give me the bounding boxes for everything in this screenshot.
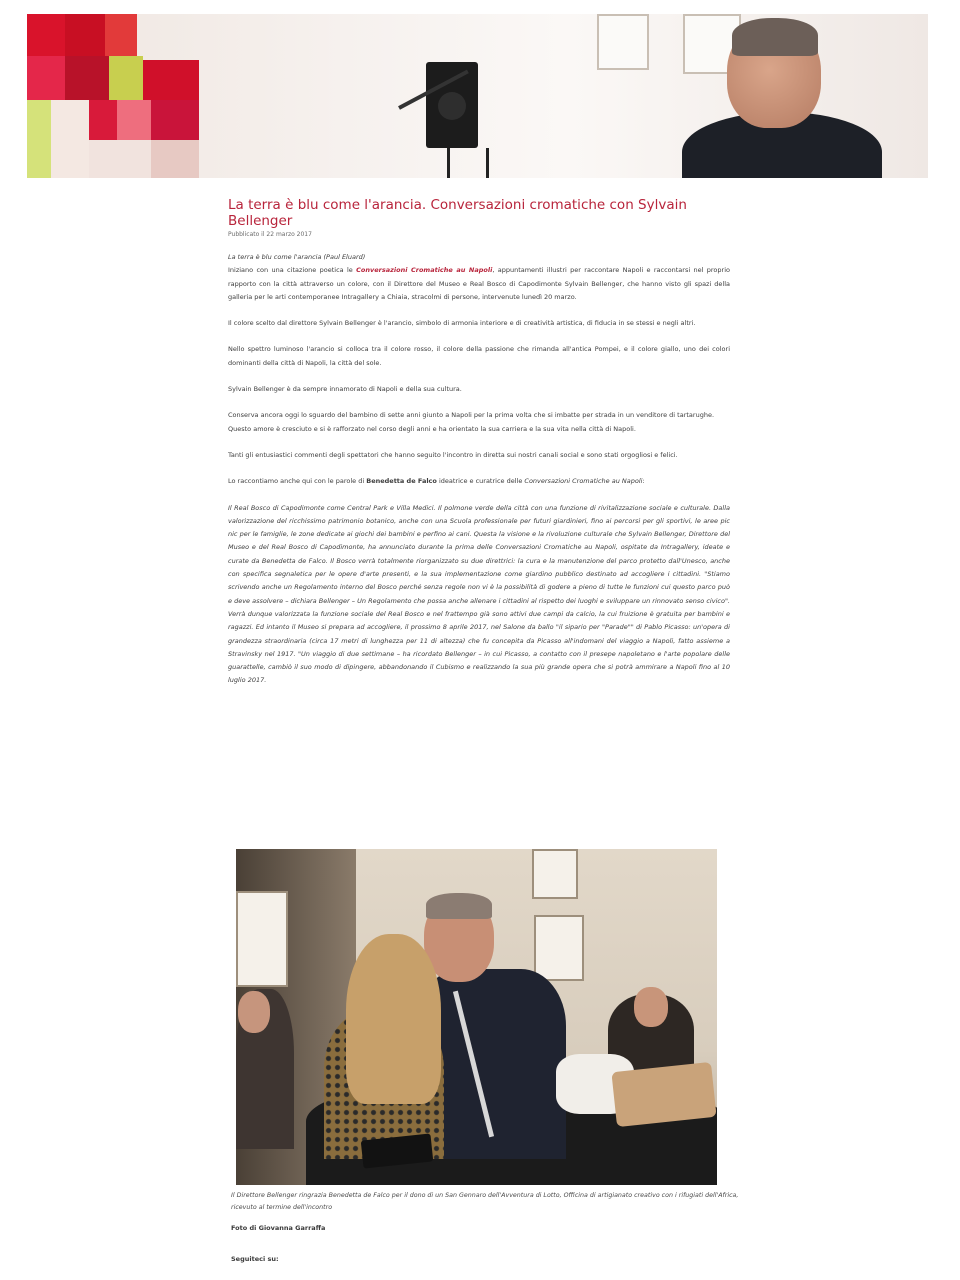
seated-man-head (634, 987, 668, 1027)
paragraph-1 (228, 264, 730, 304)
woman-hair (346, 934, 441, 1104)
curator-quote: Il Real Bosco di Capodimonte come Central Park e Villa Medici. Il polmone verde della città con una funzione di rivitalizzazione sociale e culturale. Dalla valorizzazione del ricchissimo patrimonio botanico, anche con una Scuola professionale per futuri giardinieri, fino ai percorsi per gli sportivi, le aree pic nic per le famiglie, le zone dedicate ai giochi dei bambini e perfino ai cani. Questa la visione e la rivoluzione culturale che Sylvain Bellenger, Direttore del Museo e del Real Bosco di Capodimonte, ha annunciato durante la prima delle Conversazioni Cromatiche au Napoli, ospitate da Intragallery, ideate e curate da Benedetta de Falco. Il Bosco verrà totalmente riorganizzato su due direttrici: la cura e la manutenzione del parco protetto dall'Unesco, anche con specifica segnaletica per le opere d'arte presenti, e la sua implementazione come giardino pubblico destinato ad accogliere i cittadini. "Stiamo scrivendo anche un Regolamento interno del Bosco perché senza regole non vi è la possibilità di godere a pieno di tutte le funzioni cui questo parco può e deve assolvere – dichiara Bellenger – Un Regolamento che possa anche allenare i cittadini al rispetto dei luoghi e sviluppare un rinnovato senso civico". Verrà dunque valorizzata la funzione sociale del Real Bosco e nel frattempo già sono attivi due campi da calcio, la cui fruizione è gratuita per bambini e ragazzi. Ed intanto il Museo si prepara ad accogliere, il prossimo 8 aprile 2017, nel Salone da ballo "il sipario per "Parade"" di Pablo Picasso: un'opera di grandezza straordinaria (circa 17 metri di lunghezza per 11 di altezza) che fu concepita da Picasso all'indomani del viaggio a Napoli, fatto assieme a Stravinsky nel 1917. "Un viaggio di due settimane – ha ricordato Bellenger – in cui Picasso, a contatto con il presepe napoletano e l'arte popolare delle guarattelle, cambiò il suo modo di dipingere, abbandonando il Cubismo e realizzando la sua più grande opera che si potrà ammirare a Napoli fino al 10 luglio 2017. (228, 503, 730, 685)
publish-date: Pubblicato il 22 marzo 2017 (228, 231, 312, 238)
article (228, 197, 730, 701)
curator-name: Benedetta de Falco (366, 477, 437, 486)
paragraph-3: Nello spettro luminoso l'arancio si colloca tra il colore rosso, il colore della passione che rimanda all'antica Pompei, e il colore giallo, uno dei colori dominanti della città di Napoli, la città del sole. (228, 345, 730, 367)
person-hair (732, 18, 818, 56)
photo-credit: Foto di Giovanna Garraffa (231, 1224, 326, 1232)
photo-caption: Il Direttore Bellenger ringrazia Benedetta de Falco per il dono di un San Gennaro dell'Avventura di Lotto, Officina di artigianato creativo con i rifugiati dell'Africa, ricevuto al termine dell'incontro (231, 1192, 739, 1211)
wall-frame (236, 891, 288, 987)
series-name: Conversazioni Cromatiche au Napoli (524, 477, 643, 486)
paragraph-5b: Questo amore è cresciuto e si è rafforzato nel corso degli anni e ha orientato la sua carriera e la sua vita nella città di Napoli. (228, 424, 636, 433)
wall-frame (534, 915, 584, 981)
paragraph-7-end: : (642, 477, 645, 486)
wall-frame (532, 849, 578, 899)
paragraph-5a: Conserva ancora oggi lo sguardo del bambino di sette anni giunto a Napoli per la prima volta che si imbatte per strada in un venditore di tartarughe. (228, 411, 715, 420)
intro-quote: La terra è blu come l'arancia (Paul Eluard) (228, 253, 366, 261)
speaker-stand (447, 148, 489, 178)
follow-us-label: Seguiteci su: (231, 1255, 279, 1263)
conversazioni-link[interactable]: Conversazioni Cromatiche au Napoli (356, 266, 493, 275)
paper-bag (611, 1062, 716, 1127)
colored-squares-artwork (27, 14, 205, 178)
paragraph-4: Sylvain Bellenger è da sempre innamorato di Napoli e della sua cultura. (228, 385, 462, 394)
event-photo (236, 849, 717, 1185)
paragraph-7-text: Lo raccontiamo anche qui con le parole di (228, 477, 367, 486)
paragraph-1-text: Iniziano con una citazione poetica le (228, 266, 357, 275)
seated-woman-head (238, 991, 270, 1033)
paragraph-7-middle: ideatrice e curatrice delle (436, 477, 525, 486)
paragraph-1-text-end: , appuntamenti illustri per raccontare Napoli e raccontarsi nel proprio rapporto con la città attraverso un colore, con il Direttore del Museo e Real Bosco di Capodimonte Sylvain Bellenger, che hanno visto gli spazi della galleria per le arti contemporanee Intragallery a Chiaia, stracolmi di persone, intervenute lunedì 20 marzo. (228, 266, 730, 301)
paragraph-2: Il colore scelto dal direttore Sylvain Bellenger è l'arancio, simbolo di armonia interiore e di creatività artistica, di fiducia in se stessi e negli altri. (228, 319, 696, 328)
article-body (228, 251, 730, 688)
article-title[interactable]: La terra è blu come l'arancia. Conversazioni cromatiche con Sylvain Bellenger (228, 197, 687, 229)
loudspeaker (426, 62, 478, 148)
paragraph-6: Tanti gli entusiastici commenti degli spettatori che hanno seguito l'incontro in diretta sui nostri canali social e sono stati orgogliosi e felici. (228, 450, 678, 459)
director-hair (426, 893, 492, 919)
paragraph-7 (228, 475, 730, 488)
hero-image (27, 14, 928, 178)
wall-frame (597, 14, 649, 70)
